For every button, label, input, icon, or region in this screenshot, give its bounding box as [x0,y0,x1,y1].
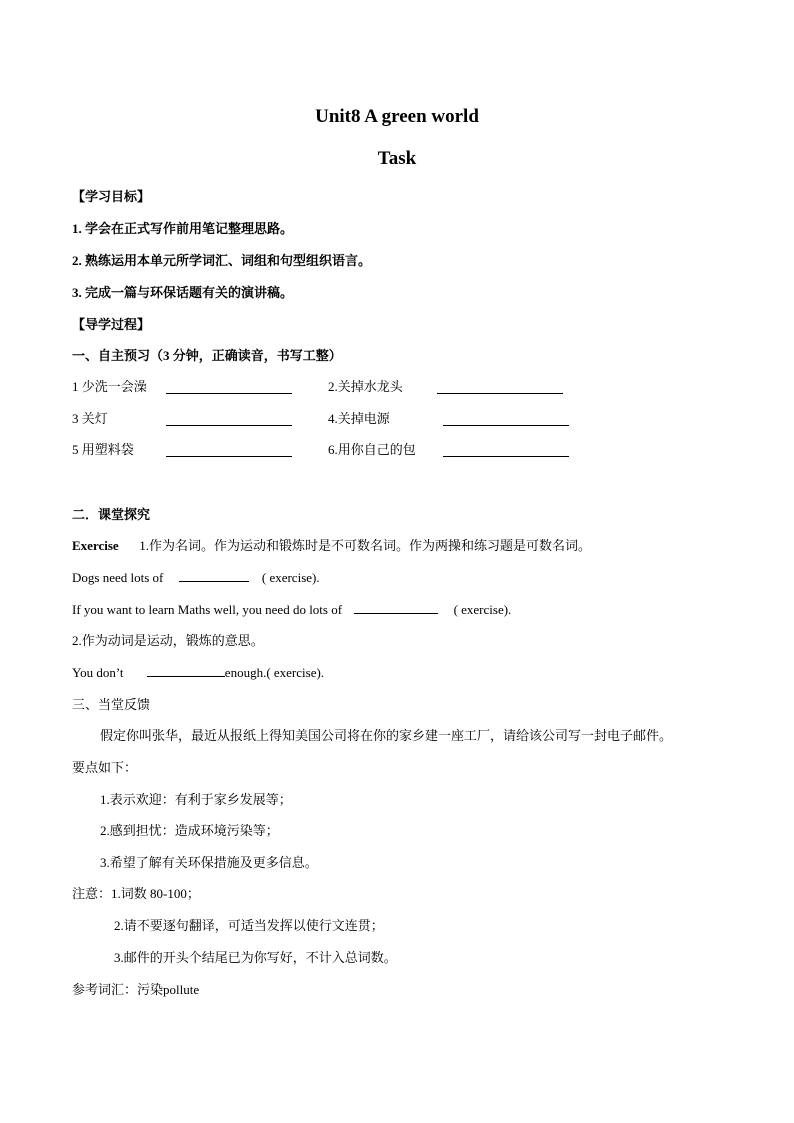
preview-item: 4.关掉电源 [328,411,390,426]
feedback-heading: 三、当堂反馈 [72,697,151,712]
point-item: 3.希望了解有关环保措施及更多信息。 [100,855,318,870]
objective-item: 1. 学会在正式写作前用笔记整理思路。 [72,221,294,236]
answer-blank[interactable] [437,381,563,394]
verb-note: 2.作为动词是运动，锻炼的意思。 [72,633,264,648]
sentence-text: Dogs need lots of [72,570,164,585]
preview-heading: 一、自主预习（3 分钟，正确读音，书写工整） [72,348,342,363]
answer-blank[interactable] [166,413,292,426]
exercise-note: 1.作为名词。作为运动和锻炼时是不可数名词。作为两操和练习题是可数名词。 [139,538,591,553]
sentence-text: You don’t [72,665,124,680]
preview-item: 1 少洗一会澡 [72,379,147,394]
preview-item: 2.关掉水龙头 [328,379,403,394]
page-subtitle: Task [377,148,417,169]
notes-label: 注意：1.词数 80-100； [72,886,200,901]
answer-blank[interactable] [179,569,249,582]
objective-item: 3. 完成一篇与环保话题有关的演讲稿。 [72,285,294,300]
answer-blank[interactable] [166,381,292,394]
exercise-line-3 [72,664,324,682]
page-title: Unit8 A green world [315,106,479,127]
sentence-hint: enough.( exercise). [224,665,325,680]
answer-blank[interactable] [147,664,225,677]
sentence-text: If you want to learn Maths well, you need do lots of [72,602,343,617]
sentence-hint: ( exercise). [453,602,512,617]
point-item: 1.表示欢迎：有利于家乡发展等； [100,792,292,807]
sentence-hint: ( exercise). [261,570,320,585]
preview-item: 5 用塑料袋 [72,442,134,457]
objective-item: 2. 熟练运用本单元所学词汇、词组和句型组织语言。 [72,253,372,268]
objectives-heading: 【学习目标】 [72,189,151,204]
exercise-row [72,537,591,555]
exercise-label: Exercise [72,538,119,553]
answer-blank[interactable] [443,413,569,426]
preview-item: 3 关灯 [72,411,108,426]
points-label: 要点如下： [72,760,138,775]
preview-item: 6.用你自己的包 [328,442,416,457]
point-item: 2.感到担忧：造成环境污染等； [100,823,279,838]
feedback-prompt: 假定你叫张华，最近从报纸上得知美国公司将在你的家乡建一座工厂，请给该公司写一封电子邮件。 [100,728,673,743]
explore-heading: 二．课堂探究 [72,507,151,522]
exercise-line-1 [72,569,320,587]
process-heading: 【导学过程】 [72,317,151,332]
vocab-reference: 参考词汇：污染pollute [72,982,200,997]
exercise-line-2 [72,601,511,619]
note-item: 3.邮件的开头个结尾已为你写好，不计入总词数。 [114,950,397,965]
answer-blank[interactable] [354,601,438,614]
answer-blank[interactable] [443,444,569,457]
answer-blank[interactable] [166,444,292,457]
note-item: 2.请不要逐句翻译，可适当发挥以使行文连贯； [114,918,384,933]
